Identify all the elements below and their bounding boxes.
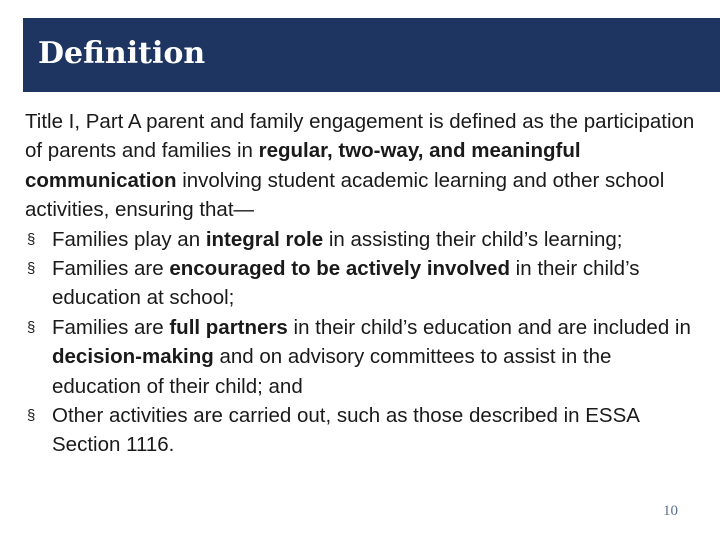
bullet-icon: § xyxy=(27,260,36,278)
bullet-list xyxy=(25,225,705,460)
bullet-text: Families are xyxy=(52,315,170,339)
bullet-text: Families are xyxy=(52,257,170,281)
bullet-icon: § xyxy=(27,407,36,425)
slide-body xyxy=(25,107,705,460)
bullet-text-end: in their child’s education at school; xyxy=(52,257,640,310)
bullet-bold-text: integral role xyxy=(205,227,324,251)
intro-paragraph xyxy=(25,107,705,225)
bullet-item-integral-role xyxy=(25,225,705,254)
bullet-item-full-partners xyxy=(25,313,705,401)
bullet-item-actively-involved xyxy=(25,254,705,313)
title-bar xyxy=(23,18,720,92)
bullet-bold-text: encouraged to be actively involved xyxy=(169,257,510,281)
intro-text: Title I, Part A parent and family engagement is defined as the participation of parents and families in xyxy=(25,110,695,163)
intro-text-end: involving student academic learning and other school activities, ensuring that— xyxy=(25,168,665,222)
bullet-icon: § xyxy=(27,318,36,336)
bullet-bold-text-2: decision-making xyxy=(52,345,214,369)
bullet-bold-text: full partners xyxy=(169,315,288,339)
bullet-item-other-activities xyxy=(25,401,705,460)
bullet-icon: § xyxy=(27,230,36,248)
page-number: 10 xyxy=(663,503,678,519)
bullet-text-mid: in their child’s education and are included in xyxy=(287,315,691,339)
intro-bold-text: regular, two-way, and meaningful communication xyxy=(25,139,581,192)
bullet-text: Other activities are carried out, such as those described in ESSA Section 1116. xyxy=(52,404,639,457)
slide-title: Definition xyxy=(38,36,206,71)
bullet-text-end: in assisting their child’s learning; xyxy=(323,227,623,251)
bullet-text: Families play an xyxy=(52,227,206,251)
bullet-text-end: and on advisory committees to assist in the education of their child; and xyxy=(52,345,612,398)
